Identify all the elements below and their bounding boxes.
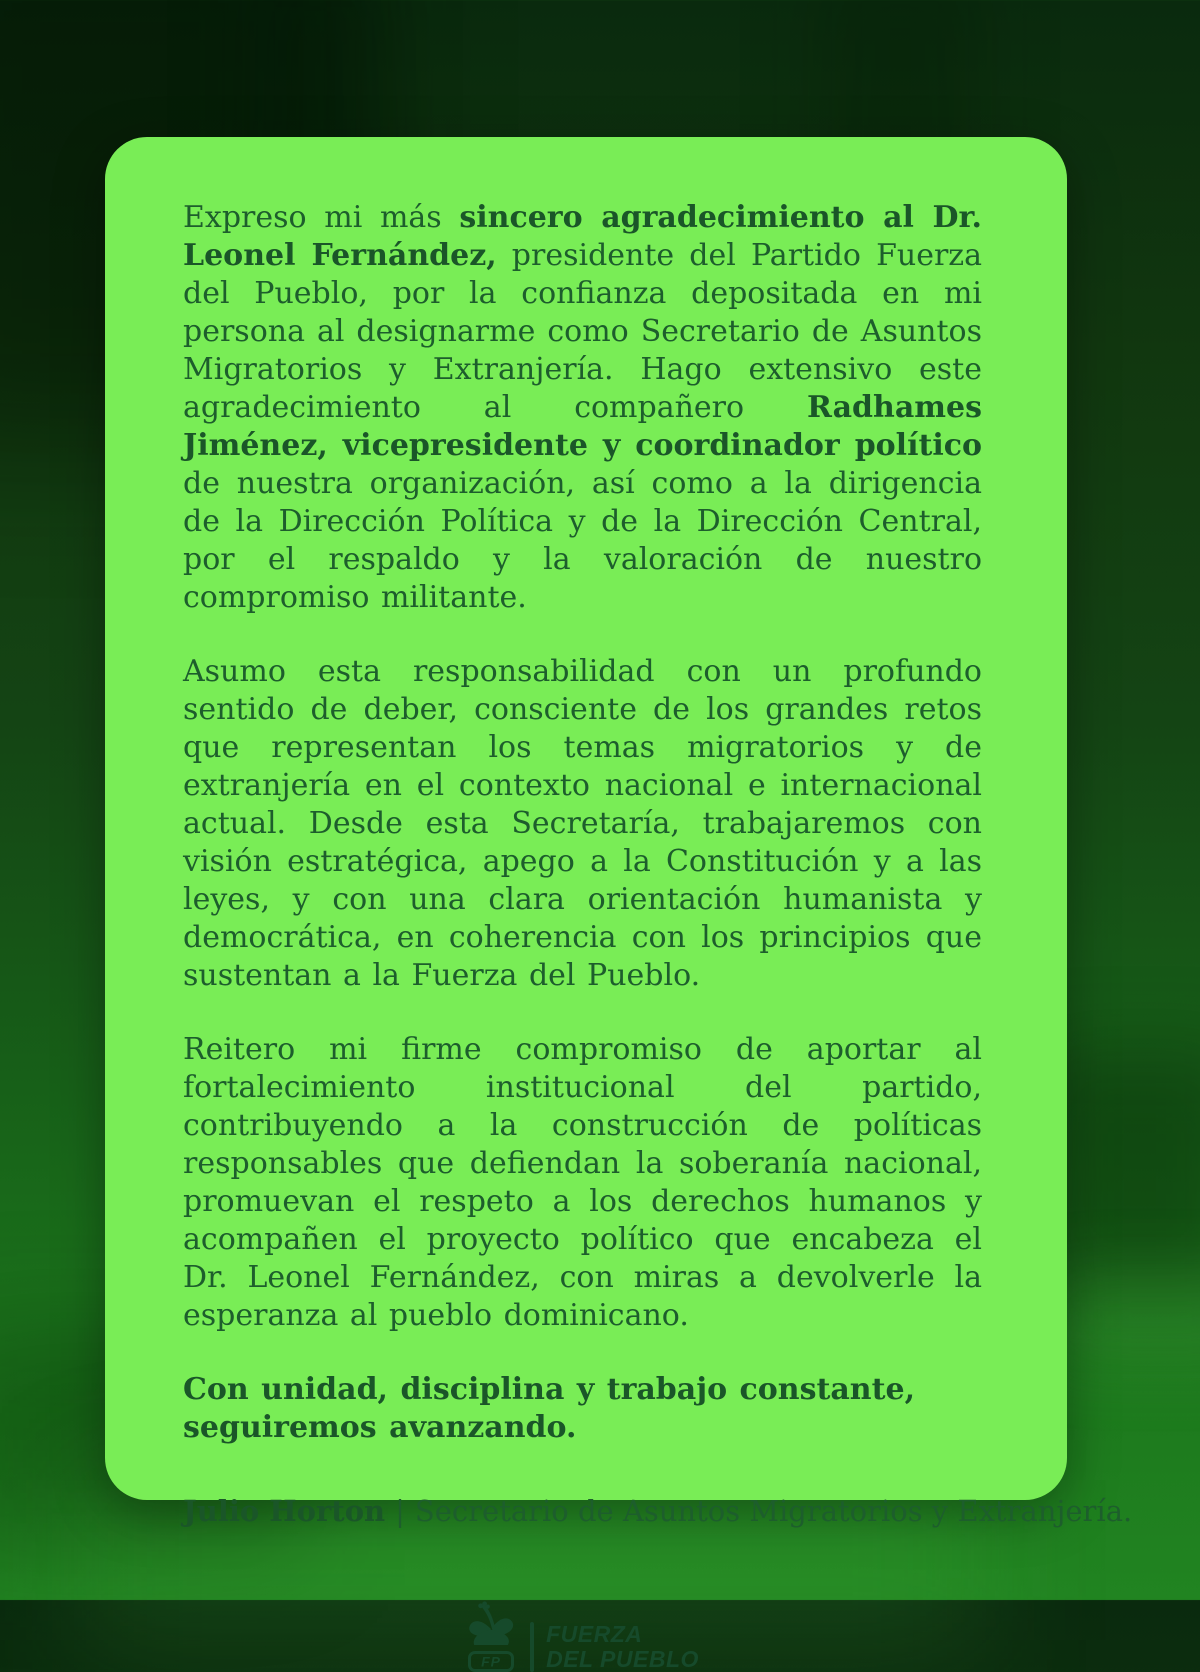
signature-role: Secretario de Asuntos Migratorios y Extranjería. — [414, 1494, 1133, 1528]
party-name-line2: DEL PUEBLO — [546, 1646, 699, 1672]
text-segment: Reitero mi firme compromiso de aportar al fortalecimiento institucional del partido, contribuyendo a la construcción de políticas responsables que defiendan la soberanía nacional, promuevan el respeto a los derechos humanos y acompañen el proyecto político que encabeza el Dr. Leonel Fernández, con miras a devolverle la esperanza al pueblo dominicano. — [183, 1032, 982, 1333]
party-logo — [183, 1601, 982, 1672]
body-paragraph — [183, 1031, 982, 1335]
statement-card — [105, 137, 1133, 1672]
party-name-line1: FUERZA — [546, 1621, 643, 1647]
party-logo-mark — [466, 1601, 516, 1672]
text-segment: de nuestra organización, así como a la dirigencia de la Dirección Política y de la Dirección Central, por el respaldo y la valoración de nuestro compromiso militante. — [183, 466, 982, 615]
body-paragraph — [183, 1371, 982, 1447]
background-light-strip — [1050, 1290, 1200, 1350]
signature-separator: | — [395, 1494, 405, 1528]
signature-line — [183, 1493, 1133, 1529]
bold-text-segment: Radhames Jiménez, vicepresidente y coordinador político — [183, 390, 982, 463]
fp-monogram-box — [468, 1651, 514, 1672]
text-segment: Expreso mi más — [183, 200, 460, 235]
text-segment: presidente del Partido Fuerza del Pueblo, por la confianza depositada en mi persona al designarme como Secretario de Asuntos Migratorios y Extranjería. Hago extensivo este agradecimiento al compañero — [183, 238, 982, 425]
text-segment: Asumo esta responsabilidad con un profundo sentido de deber, consciente de los grandes retos que representan los temas migratorios y de extranjería en el contexto nacional e internacional actual. Desde esta Secretaría, trabajaremos con visión estratégica, apego a la Constitución y a las leyes, y con una clara orientación humanista y democrática, en coherencia con los principios que sustentan a la Fuerza del Pueblo. — [183, 654, 982, 993]
party-logo-inner — [466, 1601, 699, 1672]
bold-text-segment: Con unidad, disciplina y trabajo constante, seguiremos avanzando. — [183, 1372, 916, 1445]
hibiscus-flower-icon — [467, 1601, 515, 1649]
body-paragraph — [183, 653, 982, 995]
card-body — [183, 199, 982, 1447]
signature-name: Julio Horton — [183, 1494, 386, 1528]
body-paragraph — [183, 199, 982, 617]
bold-text-segment: sincero agradecimiento al Dr. Leonel Fernández, — [183, 200, 982, 273]
party-name — [546, 1622, 699, 1672]
logo-divider — [530, 1622, 534, 1672]
fp-monogram: FP — [481, 1653, 502, 1669]
